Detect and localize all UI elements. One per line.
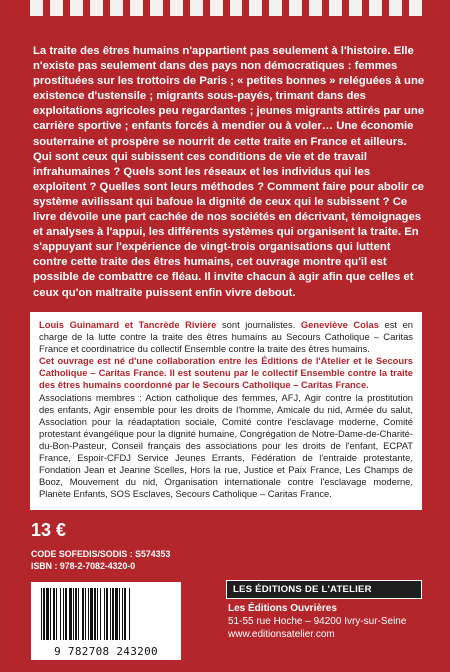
associations-text: Associations membres : Action catholique des femmes, AFJ, Agir contre la prostitution des enfants, Agir ensemble pour les droits de l'homme, Amicale du nid, Armée du salut, Association pour la réadaptation sociale, Comité contre l'esclavage moderne, Comité protestant évangélique pour la dignité humaine, Congrégation de Notre-Dame-de-Charité-du-Bon-Pasteur, Conseil français des associations pour les droits de l'enfant, ECPAT France, Espoir-CFDJ Service Jeunes Errants, Fédération de l'entraide protestante, Fondation Jean et Jeanne Scelles, Hors la rue, Justice et Paix France, Les Champs de Booz, Mouvement du nid, Organisation internationale contre l'esclavage moderne, Planète Enfants, SOS Esclaves, Secours Catholique – Caritas France. (39, 391, 413, 500)
isbn: ISBN : 978-2-7082-4320-0 (31, 561, 136, 571)
authors-paragraph (39, 319, 413, 355)
publisher-block (226, 580, 422, 641)
coauthor-name: Geneviève Colas (300, 319, 379, 330)
publisher-name: Les Éditions Ouvrières (228, 603, 337, 614)
top-decorative-strip (30, 0, 422, 16)
blurb-text: La traite des êtres humains n'appartient pas seulement à l'histoire. Elle n'existe pas seulement dans des pays non démocratiques : femmes prostituées sur les trottoirs de Paris ; « petites bonnes » reléguées à une existence d'ustensile ; migrants sous-payés, trimant dans des exploitations agricoles peu regardantes ; jeunes migrants attirés par une carrière sportive ; enfants forcés à mendier ou à voler… Une économie souterraine et prospère se nourrit de cette traite en France et ailleurs. Qui sont ceux qui subissent ces conditions de vie et de travail infrahumaines ? Quels sont les réseaux et les individus qui les exploitent ? Quelles sont leurs méthodes ? Comment faire pour abolir ce système avilissant qui bafoue la dignité de ceux qui le subissent ? Ce livre dévoile une part cachée de nos sociétés en décrivant, témoignages et analyses à l'appui, les différents systèmes qui organisent la traite. En s'appuyant sur l'expérience de vingt-trois organisations qui luttent contre cette traite des êtres humains, cet ouvrage montre qu'il est possible de combattre ce fléau. Il invite chacun à agir afin que celles et ceux qu'on maltraite puissent enfin vivre debout. (33, 45, 425, 299)
authors-names: Louis Guinamard et Tancrède Rivière (39, 319, 217, 330)
codes-block (31, 548, 170, 572)
coauthor-role: est en charge de la lutte contre la traite des êtres humains au Secours Catholique – Caritas France et coordinatrice du collectif Ensemble contre la traite des êtres humains. (39, 319, 413, 355)
publisher-band: LES ÉDITIONS DE L'ATELIER (226, 580, 422, 599)
collaboration-text: Cet ouvrage est né d'une collaboration entre les Éditions de l'Atelier et le Secours Catholique – Caritas France. Il est soutenu par le collectif Ensemble contre la traite des êtres humains coordonné par le Secours Catholique – Caritas France. (39, 355, 413, 391)
price: 13 € (31, 520, 67, 540)
publisher-address: 51-55 rue Hoche – 94200 Ivry-sur-Seine (228, 616, 407, 627)
barcode-number: 9 782708 243200 (54, 645, 158, 658)
publisher-website[interactable]: www.editionsatelier.com (228, 629, 335, 640)
authors-role: sont journalistes. (216, 319, 301, 330)
barcode-bars-icon (31, 582, 181, 644)
info-box (30, 312, 422, 510)
barcode (31, 582, 181, 660)
sodis-code: CODE SOFEDIS/SODIS : S574353 (31, 549, 171, 559)
